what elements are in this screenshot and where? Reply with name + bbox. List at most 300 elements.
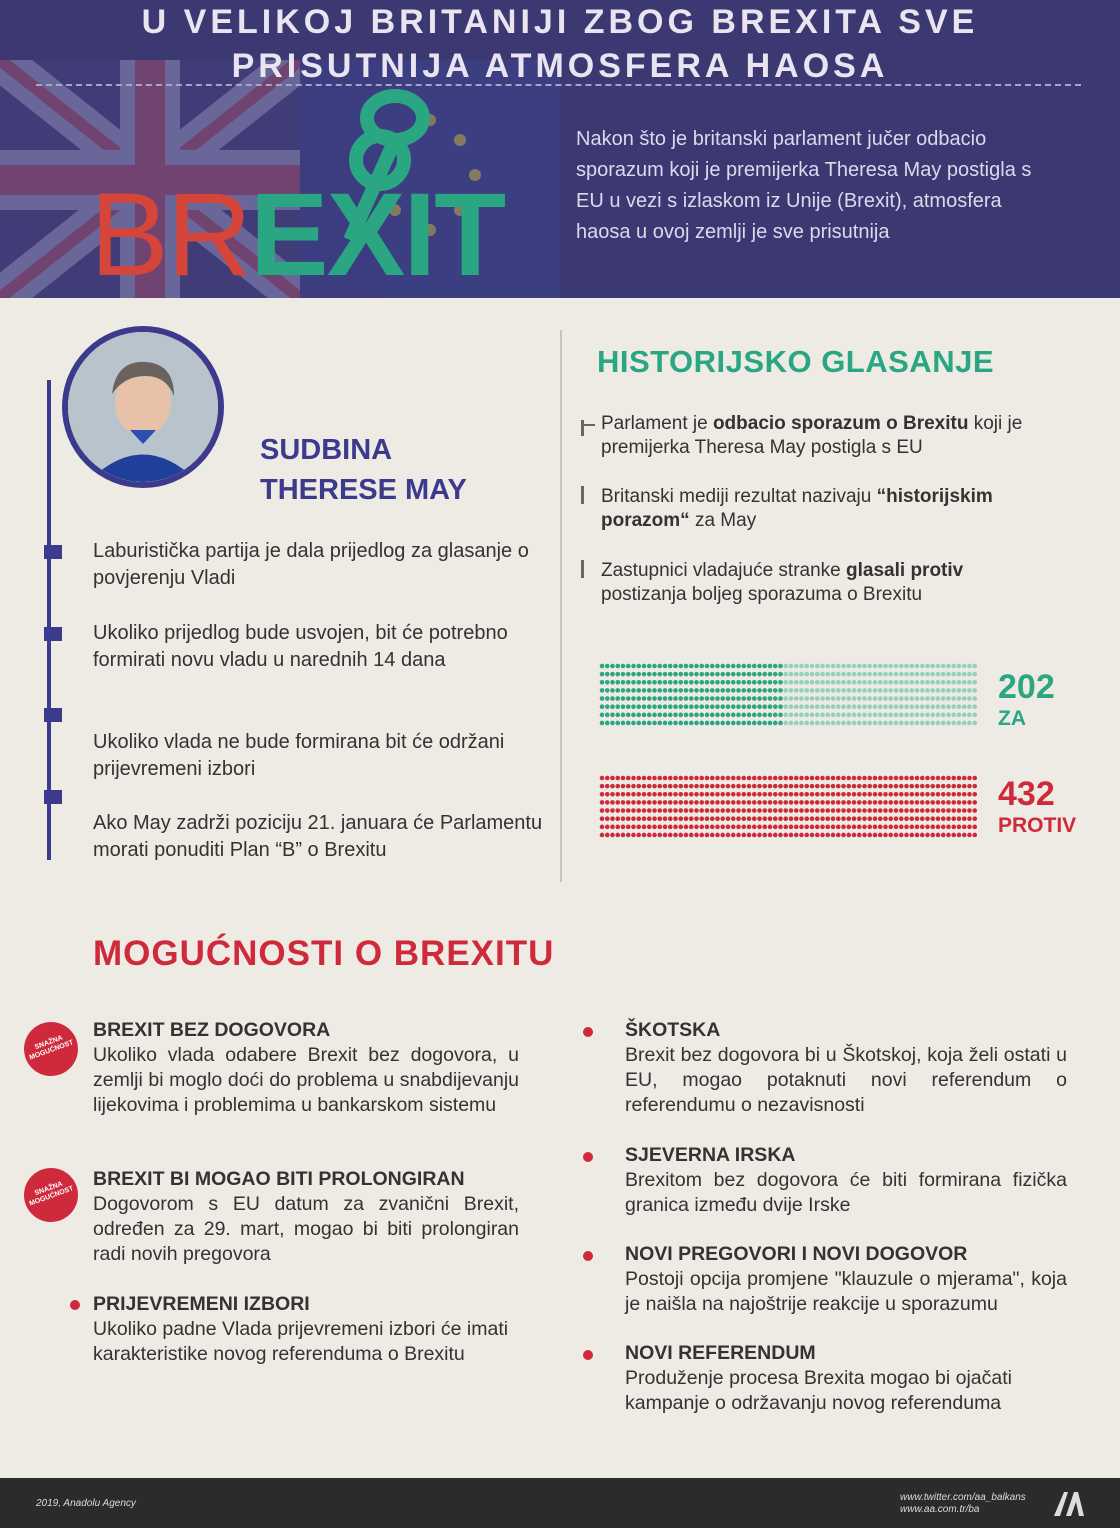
vote-dot (920, 664, 925, 669)
vote-dot (867, 792, 872, 797)
vote-dot (936, 784, 941, 789)
vote-dot (668, 704, 673, 709)
vote-dot (663, 696, 668, 701)
vote-dot (820, 721, 825, 726)
vote-dot (810, 688, 815, 693)
history-title: HISTORIJSKO GLASANJE (597, 344, 995, 379)
vote-dot (846, 816, 851, 821)
vote-dot (873, 825, 878, 830)
vote-dot (852, 696, 857, 701)
vote-dot (694, 792, 699, 797)
vote-dot (715, 825, 720, 830)
vote-dot (825, 713, 830, 718)
vote-dot (941, 800, 946, 805)
vote-dot (652, 776, 657, 781)
vote-dot (972, 808, 977, 813)
vote-dot (846, 696, 851, 701)
vote-dot (600, 825, 605, 830)
vote-dot (705, 721, 710, 726)
vote-dot (731, 688, 736, 693)
vote-dot (852, 664, 857, 669)
vote-dot (815, 713, 820, 718)
vote-dot (720, 784, 725, 789)
vote-dot (799, 808, 804, 813)
vote-dot (904, 680, 909, 685)
vote-dot (915, 664, 920, 669)
vote-dot (930, 792, 935, 797)
vote-dot (647, 825, 652, 830)
vote-dot (647, 816, 652, 821)
option-item (625, 1018, 1067, 1118)
vote-dot (736, 688, 741, 693)
vote-dot (957, 808, 962, 813)
vote-dot (888, 833, 893, 838)
vote-dot (789, 664, 794, 669)
vote-dot (915, 721, 920, 726)
vote-dot (631, 704, 636, 709)
vote-dot (920, 776, 925, 781)
vote-dot (736, 680, 741, 685)
vote-dot (652, 792, 657, 797)
vote-dot (757, 776, 762, 781)
vote-dot (836, 688, 841, 693)
vote-dot (951, 776, 956, 781)
vote-dot (789, 776, 794, 781)
vote-dot (752, 792, 757, 797)
vote-dot (820, 688, 825, 693)
vote-dot (815, 833, 820, 838)
vote-dot (631, 696, 636, 701)
vote-dot (636, 825, 641, 830)
vote-dot (636, 833, 641, 838)
vote-dot (757, 680, 762, 685)
vote-dot (825, 688, 830, 693)
vote-dot (841, 776, 846, 781)
vote-dot (747, 825, 752, 830)
vote-dot (810, 696, 815, 701)
vote-dot (930, 800, 935, 805)
vote-dot (705, 816, 710, 821)
option-item (93, 1167, 519, 1267)
vote-dot (857, 825, 862, 830)
vote-dot (852, 833, 857, 838)
vote-dot (783, 672, 788, 677)
vote-dot (757, 808, 762, 813)
vote-dot (663, 688, 668, 693)
vote-dot (909, 688, 914, 693)
vote-dot (873, 672, 878, 677)
option-heading: NOVI REFERENDUM (625, 1342, 816, 1364)
vote-dot (789, 688, 794, 693)
vote-dot (815, 672, 820, 677)
vote-dot (951, 688, 956, 693)
vote-dot (957, 664, 962, 669)
vote-dot (773, 721, 778, 726)
vote-dot (930, 664, 935, 669)
vote-dot (794, 721, 799, 726)
vote-dot (894, 833, 899, 838)
strong-possibility-badge: SNAŽNA MOGUĆNOST (16, 1160, 85, 1229)
title-line-2: PRISUTNIJA ATMOSFERA HAOSA (231, 47, 889, 85)
vote-dot (684, 776, 689, 781)
vote-dot (647, 808, 652, 813)
vote-dot (873, 800, 878, 805)
vote-dot (867, 808, 872, 813)
vote-dot (663, 808, 668, 813)
vote-dot (678, 704, 683, 709)
vote-dot (862, 721, 867, 726)
vote-dot (936, 696, 941, 701)
vote-dot (783, 696, 788, 701)
vote-dot (873, 784, 878, 789)
vote-dot (957, 688, 962, 693)
vote-dot (972, 680, 977, 685)
vote-dot (605, 696, 610, 701)
vote-dot (778, 664, 783, 669)
vote-dot (736, 713, 741, 718)
vote-dot (867, 688, 872, 693)
vote-dot (951, 672, 956, 677)
vote-dot (894, 713, 899, 718)
votes-against-label: PROTIV (998, 814, 1077, 837)
option-text: Postoji opcija promjene "klauzule o mjerama", koja je naišla na najoštrije reakcije u sporazumu (625, 1268, 1067, 1315)
vote-dot (615, 696, 620, 701)
vote-dot (883, 833, 888, 838)
vote-dot (626, 800, 631, 805)
vote-dot (831, 776, 836, 781)
vote-dots-against (600, 776, 977, 838)
vote-dot (831, 721, 836, 726)
vote-dot (626, 704, 631, 709)
vote-dot (925, 833, 930, 838)
vote-dot (600, 833, 605, 838)
vote-dot (652, 784, 657, 789)
intro-text: Nakon što je britanski parlament jučer odbacio sporazum koji je premijerka Theresa May postigla s EU u vezi s izlaskom iz Unije (Brexit), atmosfera haosa u ovoj zemlji je sve prisutnija (576, 128, 1032, 243)
vote-dot (605, 713, 610, 718)
vote-dot (820, 816, 825, 821)
vote-dot (836, 776, 841, 781)
vote-dot (888, 808, 893, 813)
vote-dot (768, 721, 773, 726)
vote-dot (789, 696, 794, 701)
vote-dot (972, 713, 977, 718)
vote-dot (852, 704, 857, 709)
vote-dot (684, 688, 689, 693)
vote-dot (778, 713, 783, 718)
vote-dot (652, 833, 657, 838)
vote-dot (831, 784, 836, 789)
vote-dot (715, 721, 720, 726)
vote-dot (852, 792, 857, 797)
vote-dot (846, 704, 851, 709)
vote-dot (878, 792, 883, 797)
vote-dot (741, 713, 746, 718)
vote-dot (768, 696, 773, 701)
vote-dot (636, 776, 641, 781)
vote-dot (894, 816, 899, 821)
vote-dot (888, 776, 893, 781)
vote-dot (962, 816, 967, 821)
vote-dot (678, 808, 683, 813)
vote-dot (731, 721, 736, 726)
vote-dot (600, 696, 605, 701)
vote-dot (610, 833, 615, 838)
vote-dot (715, 776, 720, 781)
vote-dot (878, 784, 883, 789)
vote-dot (610, 688, 615, 693)
vote-dot (904, 784, 909, 789)
vote-dot (915, 680, 920, 685)
vote-dot (705, 808, 710, 813)
vote-chart (598, 662, 983, 852)
option-text: Brexit bez dogovora bi u Škotskoj, koja želi ostati u EU, mogao potaknuti novi referendum o referendumu o nezavisnosti (625, 1044, 1067, 1116)
vote-dot (799, 816, 804, 821)
vote-dot (615, 792, 620, 797)
vote-dot (883, 696, 888, 701)
vote-dot (815, 808, 820, 813)
vote-dot (673, 792, 678, 797)
vote-dot (736, 704, 741, 709)
vote-dot (951, 704, 956, 709)
vote-dot (909, 680, 914, 685)
vote-dot (925, 825, 930, 830)
vote-dot (600, 713, 605, 718)
vote-dot (621, 825, 626, 830)
vote-dot (747, 713, 752, 718)
vote-dot (804, 833, 809, 838)
vote-dot (941, 825, 946, 830)
vote-dot (815, 784, 820, 789)
vote-dot (657, 696, 662, 701)
vote-dot (621, 721, 626, 726)
vote-dot (642, 816, 647, 821)
vote-dot (726, 825, 731, 830)
vote-dot (600, 800, 605, 805)
vote-dot (726, 713, 731, 718)
vote-dot (736, 800, 741, 805)
vote-dot (684, 833, 689, 838)
vote-dot (957, 696, 962, 701)
vote-dot (799, 792, 804, 797)
vote-dot (930, 672, 935, 677)
vote-dot (747, 696, 752, 701)
vote-dot (710, 825, 715, 830)
vote-dot (636, 721, 641, 726)
vote-dot (836, 808, 841, 813)
votes-for-count: 202 (998, 668, 1055, 706)
vote-dot (936, 713, 941, 718)
vote-dot (699, 808, 704, 813)
vote-dot (962, 792, 967, 797)
vote-dot (804, 800, 809, 805)
vote-dot (768, 816, 773, 821)
options-title: MOGUĆNOSTI O BREXITU (93, 934, 555, 973)
vote-dot (605, 688, 610, 693)
vote-dot (726, 672, 731, 677)
page-title (0, 0, 1120, 88)
vote-dot (663, 776, 668, 781)
copyright-text: 2019, Anadolu Agency (36, 1498, 136, 1509)
vote-dot (967, 696, 972, 701)
vote-dot (951, 696, 956, 701)
vote-dot (605, 800, 610, 805)
vote-dot (726, 784, 731, 789)
vote-dot (810, 713, 815, 718)
vote-dot (626, 784, 631, 789)
vote-dot (878, 800, 883, 805)
vote-dot (915, 784, 920, 789)
vote-dot (962, 704, 967, 709)
vote-dot (715, 680, 720, 685)
vote-dot (867, 800, 872, 805)
vote-dot (899, 816, 904, 821)
vote-dot (878, 816, 883, 821)
vote-dot (936, 776, 941, 781)
vote-dot (689, 688, 694, 693)
vote-dot (841, 672, 846, 677)
vote-dot (657, 776, 662, 781)
twitter-link[interactable]: www.twitter.com/aa_balkans (900, 1492, 1026, 1503)
vote-dot (962, 833, 967, 838)
vote-dot (946, 680, 951, 685)
vote-dot (631, 713, 636, 718)
vote-dot (694, 825, 699, 830)
vote-dot (762, 776, 767, 781)
vote-dot (862, 833, 867, 838)
vote-dot (757, 792, 762, 797)
vote-dot (888, 672, 893, 677)
vote-dot (857, 664, 862, 669)
vote-dot (715, 800, 720, 805)
vote-dot (605, 704, 610, 709)
vote-dot (862, 784, 867, 789)
vote-dot (610, 680, 615, 685)
vote-dot (689, 816, 694, 821)
vote-dot (773, 833, 778, 838)
vote-dot (941, 704, 946, 709)
vote-dot (857, 713, 862, 718)
vote-dot (710, 784, 715, 789)
vote-dot (626, 688, 631, 693)
vote-dot (888, 704, 893, 709)
logo-br: BR (90, 169, 250, 298)
vote-dot (941, 713, 946, 718)
vote-dot (621, 816, 626, 821)
vote-dot (841, 816, 846, 821)
vote-dot (705, 784, 710, 789)
option-heading: PRIJEVREMENI IZBORI (93, 1293, 310, 1315)
vote-dot (768, 672, 773, 677)
vote-dot (663, 800, 668, 805)
vote-dot (815, 721, 820, 726)
vote-dot (883, 713, 888, 718)
vote-dot (762, 688, 767, 693)
vote-dot (610, 784, 615, 789)
vote-dot (715, 713, 720, 718)
vote-dot (642, 784, 647, 789)
vote-dot (920, 825, 925, 830)
vote-dot (626, 833, 631, 838)
vote-dot (794, 704, 799, 709)
vote-dot (946, 721, 951, 726)
vote-dot (673, 713, 678, 718)
vote-dot (736, 792, 741, 797)
history-marker (581, 560, 584, 578)
vote-dot (694, 800, 699, 805)
vote-dot (967, 776, 972, 781)
vote-dot (615, 825, 620, 830)
vote-dot (831, 808, 836, 813)
vote-dot (888, 800, 893, 805)
vote-dot (673, 672, 678, 677)
vote-dot (825, 704, 830, 709)
vote-dot (694, 688, 699, 693)
vote-dot (731, 704, 736, 709)
vote-dot (804, 680, 809, 685)
vote-dot (825, 833, 830, 838)
vote-dot (836, 713, 841, 718)
vote-dot (804, 696, 809, 701)
vote-dot (705, 688, 710, 693)
vote-dot (684, 680, 689, 685)
vote-dot (736, 696, 741, 701)
vote-dot (857, 672, 862, 677)
fate-item: Ukoliko prijedlog bude usvojen, bit će potrebno formirati novu vladu u narednih 14 dana (93, 622, 508, 671)
vote-dot (720, 680, 725, 685)
vote-dot (647, 776, 652, 781)
vote-dot (663, 784, 668, 789)
vote-dot (668, 688, 673, 693)
vote-dot (684, 696, 689, 701)
vote-dot (731, 776, 736, 781)
vote-dot (699, 816, 704, 821)
vote-dot (621, 833, 626, 838)
vote-dot (757, 672, 762, 677)
vote-dot (647, 833, 652, 838)
vote-dot (804, 825, 809, 830)
website-link[interactable]: www.aa.com.tr/ba (900, 1504, 980, 1515)
vote-dot (626, 776, 631, 781)
vote-dot (820, 800, 825, 805)
vote-dot (615, 680, 620, 685)
vote-dot (747, 680, 752, 685)
vote-dot (810, 704, 815, 709)
vote-dot (883, 688, 888, 693)
vote-dot (668, 792, 673, 797)
vote-dot (820, 792, 825, 797)
vote-dot (741, 833, 746, 838)
vote-dot (936, 721, 941, 726)
vote-dot (967, 713, 972, 718)
vote-dot (857, 688, 862, 693)
vote-dot (909, 800, 914, 805)
vote-dot (794, 833, 799, 838)
vote-dot (673, 784, 678, 789)
vote-dot (720, 792, 725, 797)
option-heading: ŠKOTSKA (625, 1019, 721, 1041)
vote-dot (741, 808, 746, 813)
vote-dot (820, 672, 825, 677)
vote-dot (752, 808, 757, 813)
vote-dot (794, 664, 799, 669)
vote-dot (904, 792, 909, 797)
vote-dot (621, 800, 626, 805)
vote-dot (741, 704, 746, 709)
vote-dot (810, 825, 815, 830)
vote-dot (610, 816, 615, 821)
timeline-line (47, 380, 51, 860)
vote-dot (883, 808, 888, 813)
